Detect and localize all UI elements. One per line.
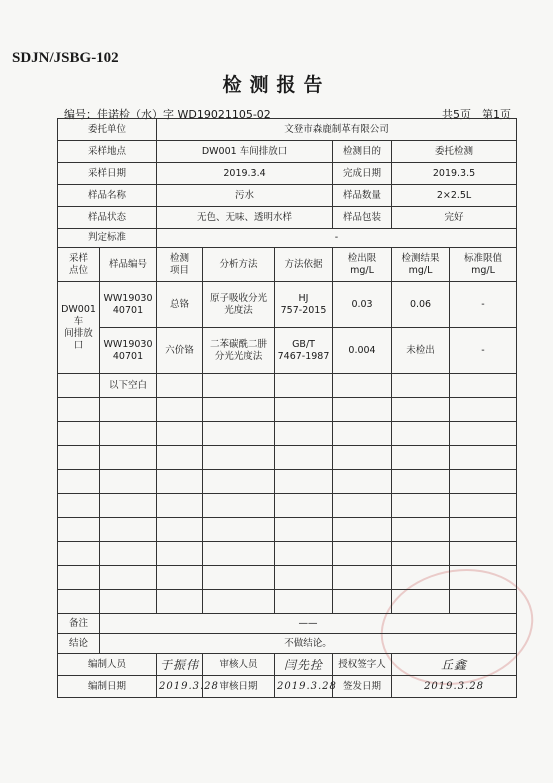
- item-cell: 六价铬: [157, 328, 203, 374]
- basis-cell: HJ 757-2015: [275, 282, 333, 328]
- reviewer-label: 审核人员: [203, 654, 275, 676]
- finish-date-label: 完成日期: [333, 163, 392, 185]
- sample-date-label: 采样日期: [58, 163, 157, 185]
- blank-note: 以下空白: [100, 374, 157, 398]
- empty-row: [58, 398, 517, 422]
- row-remarks: [58, 614, 517, 634]
- result-cell: 0.06: [392, 282, 450, 328]
- document-code: SDJN/JSBG-102: [12, 50, 119, 66]
- results-header-row: [58, 248, 517, 282]
- standard-cell: -: [450, 282, 517, 328]
- basis-cell: GB/T 7467-1987: [275, 328, 333, 374]
- packing-label: 样品包装: [333, 207, 392, 229]
- report-number: 编号：佳诺检（水）字 WD19021105-02: [64, 108, 271, 121]
- review-date: 2019.3.28: [275, 676, 333, 698]
- report-title: 检测报告: [222, 74, 331, 96]
- sample-name-label: 样品名称: [58, 185, 157, 207]
- purpose-label: 检测目的: [333, 141, 392, 163]
- issue-date: 2019.3.28: [392, 676, 517, 698]
- empty-row: [58, 494, 517, 518]
- location-cell: DW001 车 间排放口: [58, 282, 100, 374]
- sample-date-value: 2019.3.4: [157, 163, 333, 185]
- row-site: [58, 141, 517, 163]
- method-cell: 原子吸收分光 光度法: [203, 282, 275, 328]
- authorized-label: 授权签字人: [333, 654, 392, 676]
- header-location: 采样 点位: [58, 248, 100, 282]
- remarks-value: ——: [100, 614, 517, 634]
- finish-date-value: 2019.3.5: [392, 163, 517, 185]
- header-result: 检测结果 mg/L: [392, 248, 450, 282]
- review-date-label: 审核日期: [203, 676, 275, 698]
- client-value: 文登市森鹿制革有限公司: [157, 119, 517, 141]
- header-limit: 检出限 mg/L: [333, 248, 392, 282]
- sample-no-cell: WW19030 40701: [100, 282, 157, 328]
- table-row: [58, 328, 517, 374]
- sample-name-value: 污水: [157, 185, 333, 207]
- method-cell: 二苯碳酰二肼 分光光度法: [203, 328, 275, 374]
- standard-value: -: [157, 229, 517, 248]
- result-cell: 未检出: [392, 328, 450, 374]
- compile-date: 2019.3.28: [157, 676, 203, 698]
- authorized-signature: 丘鑫: [392, 654, 517, 676]
- issue-date-label: 签发日期: [333, 676, 392, 698]
- empty-row: [58, 566, 517, 590]
- standard-label: 判定标准: [58, 229, 157, 248]
- sample-qty-label: 样品数量: [333, 185, 392, 207]
- compiler-signature: 于振伟: [157, 654, 203, 676]
- header-method: 分析方法: [203, 248, 275, 282]
- purpose-value: 委托检测: [392, 141, 517, 163]
- row-sample-state: [58, 207, 517, 229]
- packing-value: 完好: [392, 207, 517, 229]
- limit-cell: 0.004: [333, 328, 392, 374]
- reviewer-signature: 闫先拴: [275, 654, 333, 676]
- table-row: [58, 282, 517, 328]
- sample-state-value: 无色、无味、透明水样: [157, 207, 333, 229]
- page-info: 共5页 第1页: [442, 108, 511, 121]
- item-cell: 总铬: [157, 282, 203, 328]
- client-label: 委托单位: [58, 119, 157, 141]
- standard-cell: -: [450, 328, 517, 374]
- compile-date-label: 编制日期: [58, 676, 157, 698]
- site-value: DW001 车间排放口: [157, 141, 333, 163]
- compiler-label: 编制人员: [58, 654, 157, 676]
- remarks-label: 备注: [58, 614, 100, 634]
- row-client: [58, 119, 517, 141]
- limit-cell: 0.03: [333, 282, 392, 328]
- empty-row: [58, 446, 517, 470]
- header-standard: 标准限值 mg/L: [450, 248, 517, 282]
- sample-qty-value: 2×2.5L: [392, 185, 517, 207]
- header-item: 检测 项目: [157, 248, 203, 282]
- empty-row: [58, 590, 517, 614]
- row-sample-name: [58, 185, 517, 207]
- row-dates-sign: [58, 676, 517, 698]
- sample-state-label: 样品状态: [58, 207, 157, 229]
- table-row: [58, 374, 517, 398]
- row-signatures: [58, 654, 517, 676]
- row-dates: [58, 163, 517, 185]
- site-label: 采样地点: [58, 141, 157, 163]
- report-table: [57, 118, 517, 698]
- row-standard: [58, 229, 517, 248]
- sample-no-cell: WW19030 40701: [100, 328, 157, 374]
- empty-row: [58, 542, 517, 566]
- header-sample-no: 样品编号: [100, 248, 157, 282]
- row-conclusion: [58, 634, 517, 654]
- empty-row: [58, 470, 517, 494]
- header-basis: 方法依据: [275, 248, 333, 282]
- conclusion-value: 不做结论。: [100, 634, 517, 654]
- conclusion-label: 结论: [58, 634, 100, 654]
- empty-row: [58, 518, 517, 542]
- empty-row: [58, 422, 517, 446]
